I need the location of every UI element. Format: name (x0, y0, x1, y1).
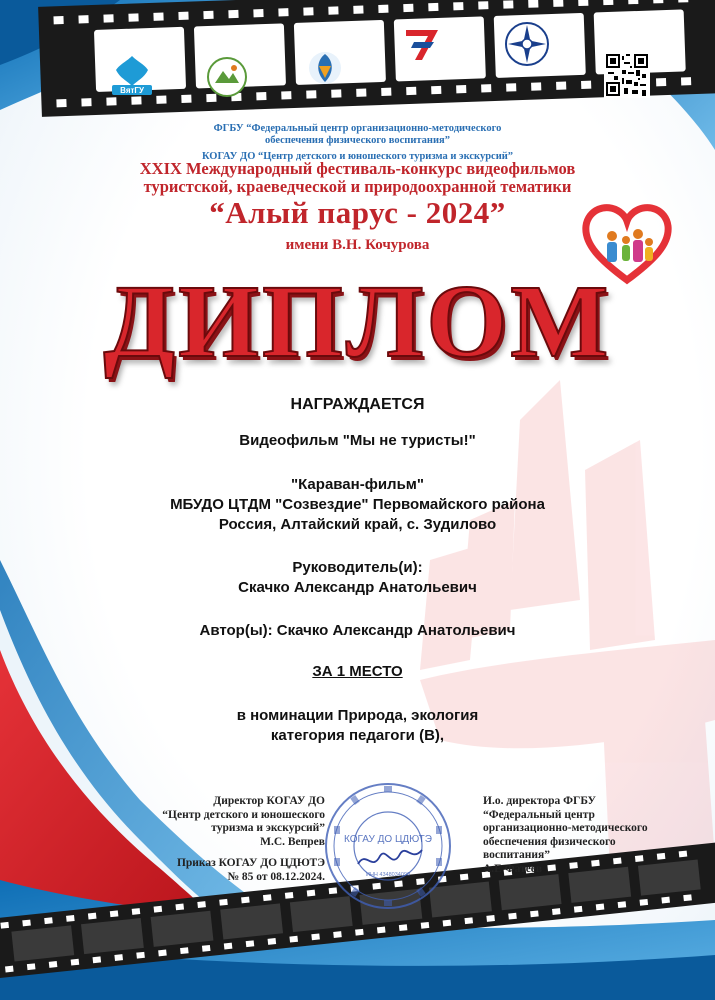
team-name: "Караван-фильм" (290, 476, 425, 493)
vyatgu-logo (108, 52, 156, 96)
org-fgbu-line2: обеспечения физического воспитания” (265, 135, 450, 146)
sig-left-l2: “Центр детского и юношеского (162, 808, 325, 821)
place-award (0, 662, 715, 682)
kogau-logo (205, 55, 249, 99)
emblem-logo (305, 48, 345, 88)
sig-left-l4: М.С. Вепрев (260, 835, 325, 848)
place-award-text: ЗА 1 МЕСТО (312, 663, 403, 680)
compass-logo (503, 20, 551, 68)
location: Россия, Алтайский край, с. Зудилово (218, 516, 497, 533)
author-line: Автор(ы): Скачко Александр Анатольевич (199, 622, 516, 639)
sig-left-l3: туризма и экскурсий” (211, 822, 325, 834)
leader-label: Руководитель(и): (292, 559, 423, 576)
official-stamp (322, 780, 454, 912)
sig-right-l5: воспитания” (483, 849, 551, 861)
org-kogau-heading: КОГАУ ДО “Центр детского и юношеского туризма и экскурсий” (201, 151, 514, 162)
sig-right-l4: обеспечения физического (483, 835, 616, 848)
diploma-title: ДИПЛОМ (103, 264, 612, 379)
order-line1: Приказ КОГАУ ДО ЦДЮТЭ (176, 857, 325, 869)
institution: МБУДО ЦТДМ "Созвездие" Первомайского района (170, 496, 545, 513)
leader-name: Скачко Александр Анатольевич (238, 579, 477, 596)
category: категория педагоги (В), (270, 727, 445, 744)
sig-right-l6: А.Е Фатеев (483, 862, 543, 875)
nomination: в номинации Природа, экология (236, 707, 479, 724)
festival-heading (0, 160, 715, 196)
vyatgu-caption: ВятГУ (120, 86, 144, 95)
festival-title: “Алый парус - 2024” (209, 195, 506, 230)
org-fgbu-heading (0, 123, 715, 147)
festival-line1: XXIX Международный фестиваль-конкурс видеофильмов (139, 159, 576, 178)
named-after: имени В.Н. Кочурова (285, 237, 430, 253)
signature-right (483, 795, 703, 876)
seven-logo (400, 22, 444, 66)
signature-left (100, 795, 325, 884)
sig-right-l3: организационно-методического (483, 822, 648, 834)
org-fgbu-line1: ФГБУ “Федеральный центр организационно-методического (213, 123, 502, 134)
qr-code (604, 52, 650, 98)
stamp-inn-text: ИНН 4348034090 (365, 872, 411, 878)
festival-line2: туристской, краеведческой и природоохранной тематики (143, 177, 572, 196)
work-title: Видеофильм "Мы не туристы!" (239, 432, 476, 449)
order-line2: № 85 от 08.12.2024. (227, 870, 325, 883)
awarded-label: НАГРАЖДАЕТСЯ (290, 396, 425, 413)
sig-right-l2: “Федеральный центр (483, 808, 595, 821)
stamp-center-text: КОГАУ ДО ЦДЮТЭ (344, 834, 432, 845)
sig-left-l1: Директор КОГАУ ДО (213, 795, 325, 807)
sig-right-l1: И.о. директора ФГБУ (483, 795, 596, 807)
